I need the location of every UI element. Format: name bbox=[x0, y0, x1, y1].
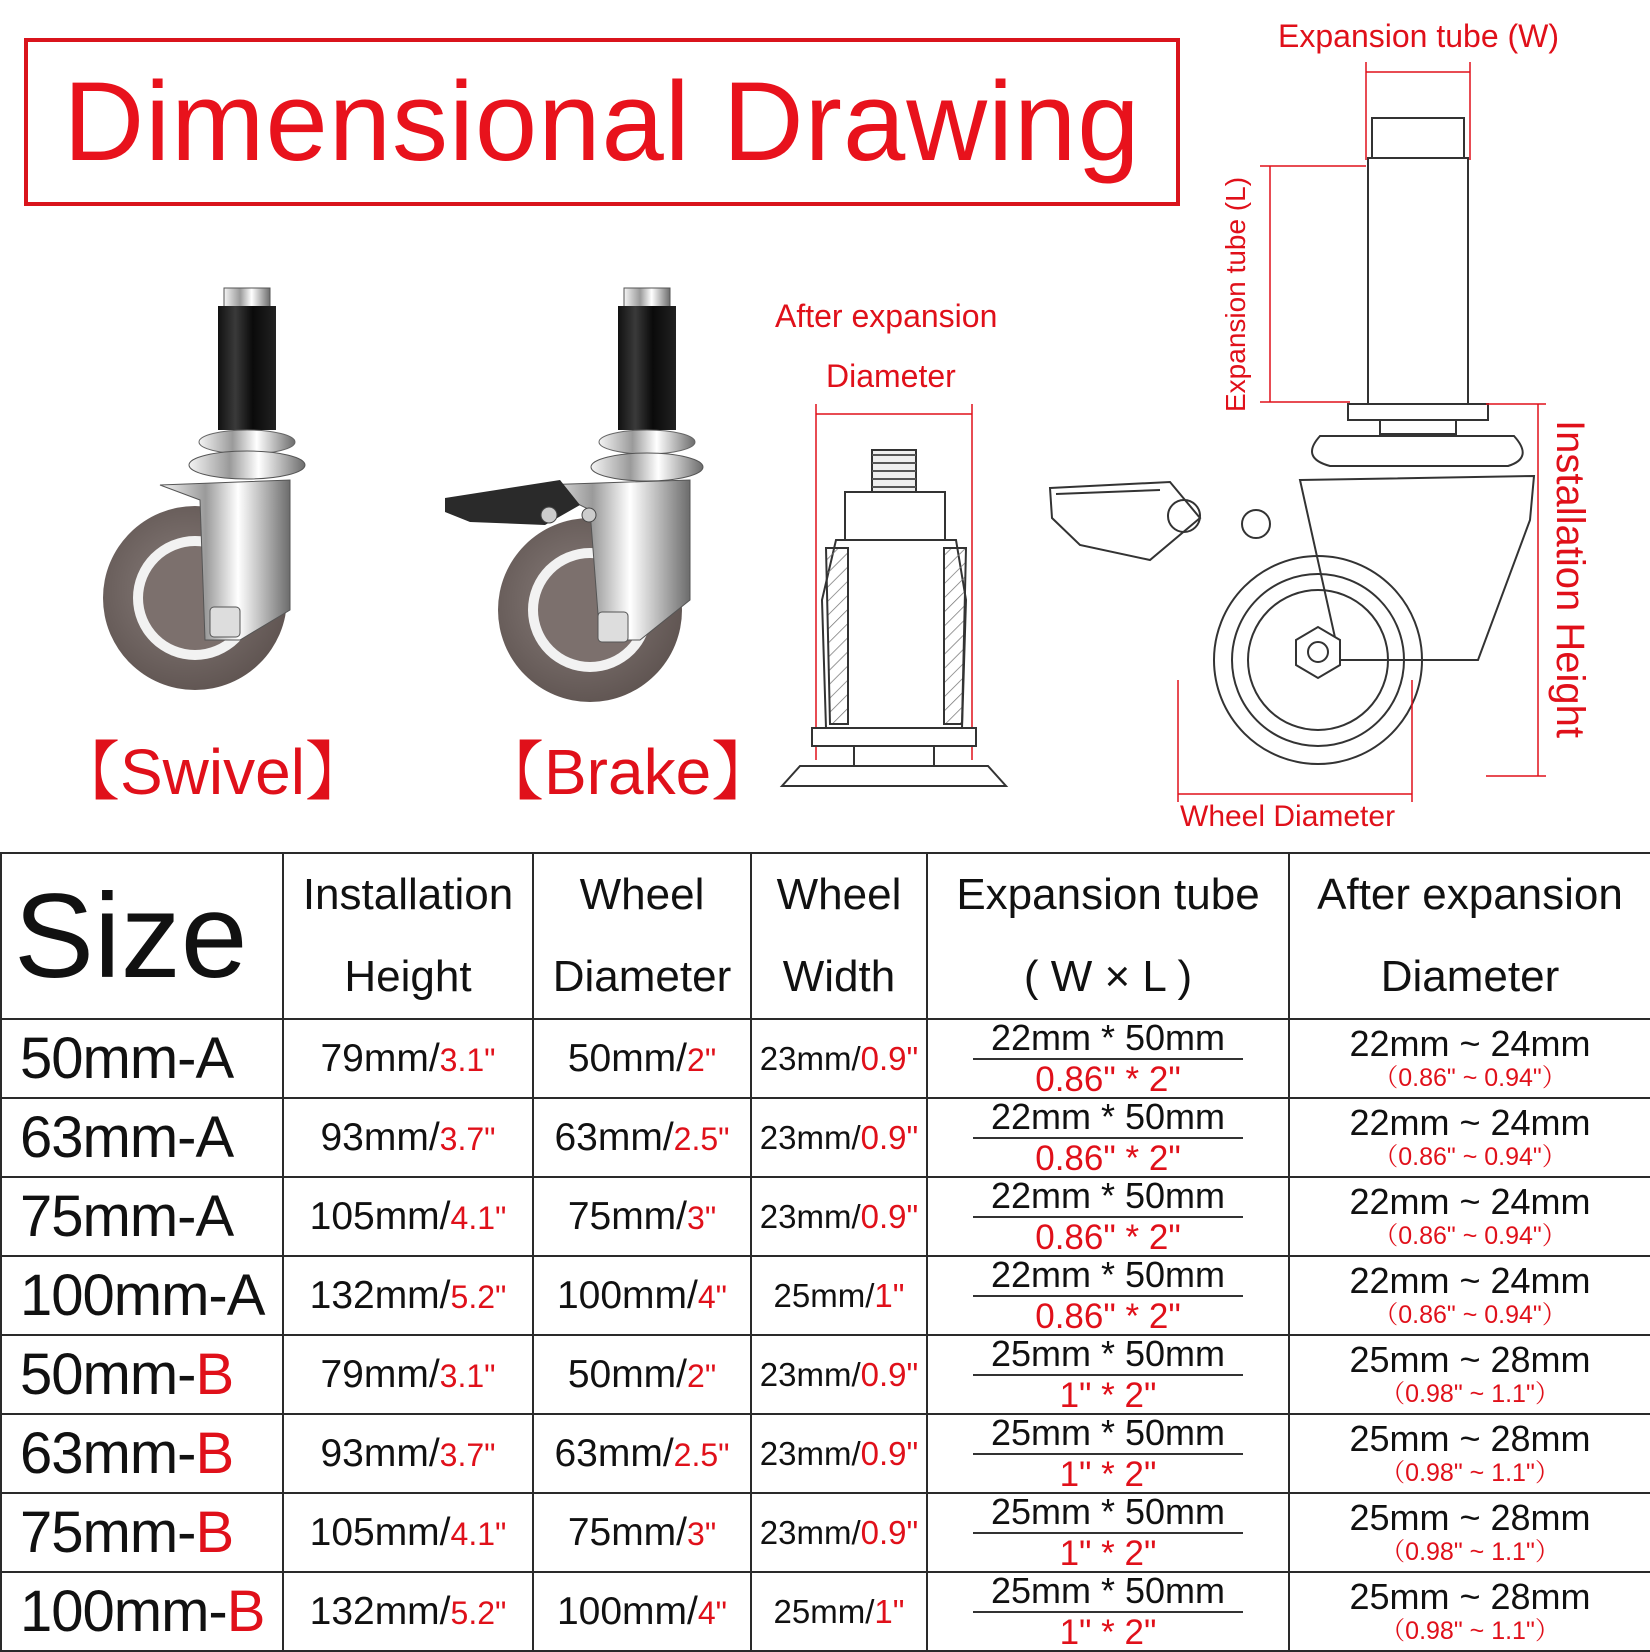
expansion-tube-w-label: Expansion tube (W) bbox=[1278, 18, 1560, 54]
installation-height-cell: 93mm/3.7" bbox=[283, 1414, 533, 1493]
installation-height-cell: 105mm/4.1" bbox=[283, 1493, 533, 1572]
size-number: 63mm- bbox=[20, 1421, 196, 1486]
wheel-width-cell: 23mm/0.9" bbox=[751, 1414, 927, 1493]
installation-height-cell: 79mm/3.1" bbox=[283, 1335, 533, 1414]
caster-line-drawing bbox=[1050, 118, 1534, 764]
size-type: B bbox=[195, 1500, 234, 1565]
size-type: A bbox=[226, 1263, 265, 1328]
swivel-label: 【Swivel】 bbox=[56, 736, 369, 808]
size-number: 100mm- bbox=[20, 1579, 227, 1644]
after-expansion-cell: 22mm ~ 24mm （0.86" ~ 0.94"） bbox=[1289, 1256, 1650, 1335]
wheel-width-cell: 23mm/0.9" bbox=[751, 1019, 927, 1098]
expansion-tube-cell: 22mm * 50mm 0.86" * 2" bbox=[927, 1177, 1289, 1256]
header-wheel-width: Wheel Width bbox=[751, 853, 927, 1019]
size-number: 50mm- bbox=[20, 1026, 196, 1091]
wheel-diameter-cell: 63mm/2.5" bbox=[533, 1414, 751, 1493]
table-row bbox=[1, 1414, 1650, 1493]
table-row bbox=[1, 1019, 1650, 1098]
wheel-width-cell: 23mm/0.9" bbox=[751, 1493, 927, 1572]
wheel-width-cell: 23mm/0.9" bbox=[751, 1098, 927, 1177]
size-cell bbox=[1, 1414, 283, 1493]
size-type: A bbox=[195, 1026, 234, 1091]
diameter-label: Diameter bbox=[826, 358, 956, 394]
expansion-tube-cell: 25mm * 50mm 1" * 2" bbox=[927, 1572, 1289, 1651]
table-row bbox=[1, 1098, 1650, 1177]
wheel-diameter-cell: 75mm/3" bbox=[533, 1493, 751, 1572]
wheel-width-cell: 23mm/0.9" bbox=[751, 1335, 927, 1414]
size-cell bbox=[1, 1019, 283, 1098]
size-type: B bbox=[226, 1579, 265, 1644]
wheel-width-cell: 25mm/1" bbox=[751, 1256, 927, 1335]
expansion-tube-cell: 25mm * 50mm 1" * 2" bbox=[927, 1493, 1289, 1572]
wheel-diameter-cell: 63mm/2.5" bbox=[533, 1098, 751, 1177]
expansion-tube-cell: 22mm * 50mm 0.86" * 2" bbox=[927, 1256, 1289, 1335]
installation-height-cell: 79mm/3.1" bbox=[283, 1019, 533, 1098]
header-installation-height: Installation Height bbox=[283, 853, 533, 1019]
installation-height-cell: 132mm/5.2" bbox=[283, 1572, 533, 1651]
size-number: 50mm- bbox=[20, 1342, 196, 1407]
after-expansion-cell: 22mm ~ 24mm （0.86" ~ 0.94"） bbox=[1289, 1177, 1650, 1256]
expansion-tube-l-label: Expansion tube (L) bbox=[1220, 176, 1251, 412]
wheel-diameter-cell: 100mm/4" bbox=[533, 1256, 751, 1335]
wheel-diameter-cell: 50mm/2" bbox=[533, 1335, 751, 1414]
wheel-diameter-cell: 100mm/4" bbox=[533, 1572, 751, 1651]
spec-table bbox=[0, 852, 1650, 1652]
table-header-row bbox=[1, 853, 1650, 1019]
after-expansion-cell: 22mm ~ 24mm （0.86" ~ 0.94"） bbox=[1289, 1019, 1650, 1098]
expansion-tube-cell: 22mm * 50mm 0.86" * 2" bbox=[927, 1098, 1289, 1177]
wheel-diameter-cell: 75mm/3" bbox=[533, 1177, 751, 1256]
size-cell bbox=[1, 1493, 283, 1572]
table-row bbox=[1, 1572, 1650, 1651]
expansion-tube-cell: 25mm * 50mm 1" * 2" bbox=[927, 1414, 1289, 1493]
size-type: A bbox=[195, 1184, 234, 1249]
brake-label: 【Brake】 bbox=[480, 736, 776, 808]
expansion-section-drawing bbox=[782, 404, 1006, 786]
header-size: Size bbox=[1, 853, 283, 1019]
table-row bbox=[1, 1256, 1650, 1335]
size-type: B bbox=[195, 1421, 234, 1486]
size-number: 75mm- bbox=[20, 1184, 196, 1249]
wheel-diameter-label: Wheel Diameter bbox=[1180, 800, 1396, 833]
brake-caster-photo bbox=[445, 288, 703, 702]
wheel-width-cell: 23mm/0.9" bbox=[751, 1177, 927, 1256]
header-wheel-diameter: Wheel Diameter bbox=[533, 853, 751, 1019]
size-number: 63mm- bbox=[20, 1105, 196, 1170]
wheel-diameter-cell: 50mm/2" bbox=[533, 1019, 751, 1098]
header-expansion-tube: Expansion tube ( W × L ) bbox=[927, 853, 1289, 1019]
installation-height-label: Installation Height bbox=[1548, 420, 1592, 738]
after-expansion-label: After expansion bbox=[775, 298, 998, 334]
size-type: A bbox=[195, 1105, 234, 1170]
installation-height-cell: 93mm/3.7" bbox=[283, 1098, 533, 1177]
table-row bbox=[1, 1177, 1650, 1256]
size-number: 75mm- bbox=[20, 1500, 196, 1565]
size-number: 100mm- bbox=[20, 1263, 227, 1328]
page-title: Dimensional Drawing bbox=[63, 59, 1141, 184]
after-expansion-cell: 25mm ~ 28mm （0.98" ~ 1.1"） bbox=[1289, 1335, 1650, 1414]
table-row bbox=[1, 1335, 1650, 1414]
size-cell bbox=[1, 1177, 283, 1256]
expansion-tube-cell: 25mm * 50mm 1" * 2" bbox=[927, 1335, 1289, 1414]
dimension-lines bbox=[1178, 62, 1546, 802]
size-cell bbox=[1, 1098, 283, 1177]
size-type: B bbox=[195, 1342, 234, 1407]
swivel-caster-photo bbox=[103, 288, 305, 690]
size-cell bbox=[1, 1335, 283, 1414]
after-expansion-cell: 22mm ~ 24mm （0.86" ~ 0.94"） bbox=[1289, 1098, 1650, 1177]
after-expansion-cell: 25mm ~ 28mm （0.98" ~ 1.1"） bbox=[1289, 1493, 1650, 1572]
size-cell bbox=[1, 1256, 283, 1335]
table-row bbox=[1, 1493, 1650, 1572]
wheel-width-cell: 25mm/1" bbox=[751, 1572, 927, 1651]
expansion-tube-cell: 22mm * 50mm 0.86" * 2" bbox=[927, 1019, 1289, 1098]
after-expansion-cell: 25mm ~ 28mm （0.98" ~ 1.1"） bbox=[1289, 1414, 1650, 1493]
header-after-expansion: After expansion Diameter bbox=[1289, 853, 1650, 1019]
installation-height-cell: 132mm/5.2" bbox=[283, 1256, 533, 1335]
size-cell bbox=[1, 1572, 283, 1651]
after-expansion-cell: 25mm ~ 28mm （0.98" ~ 1.1"） bbox=[1289, 1572, 1650, 1651]
installation-height-cell: 105mm/4.1" bbox=[283, 1177, 533, 1256]
